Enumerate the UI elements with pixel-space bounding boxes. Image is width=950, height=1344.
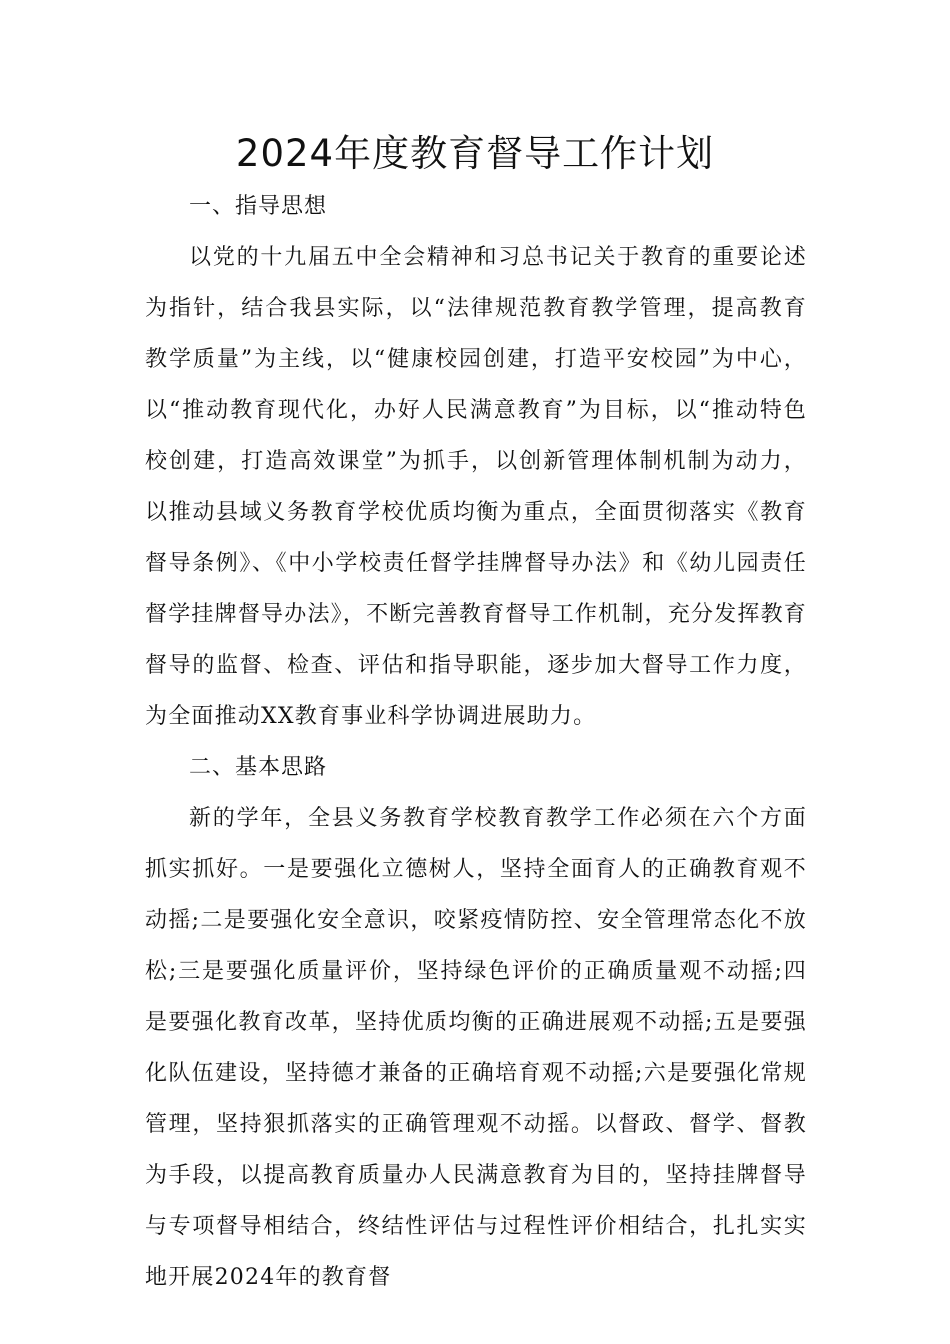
document-title: 2024年度教育督导工作计划: [235, 132, 715, 175]
section-paragraph-guiding-ideology: 以党的十九届五中全会精神和习总书记关于教育的重要论述为指针，结合我县实际，以“法律规范教育教学管理，提高教育教学质量”为主线，以“健康校园创建，打造平安校园”为中心，以“推动教育现代化，办好人民满意教育”为目标，以“推动特色校创建，打造高效课堂”为抓手，以创新管理体制机制为动力，以推动县域义务教育学校优质均衡为重点，全面贯彻落实《教育督导条例》、《中小学校责任督学挂牌督导办法》和《幼儿园责任督学挂牌督导办法》，不断完善教育督导工作机制，充分发挥教育督导的监督、检查、评估和指导职能，逐步加大督导工作力度，为全面推动XX教育事业科学协调进展助力。: [145, 245, 807, 729]
section-paragraph-basic-approach: 新的学年，全县义务教育学校教育教学工作必须在六个方面抓实抓好。一是要强化立德树人，坚持全面育人的正确教育观不动摇;二是要强化安全意识，咬紧疫情防控、安全管理常态化不放松;三是要强化质量评价，坚持绿色评价的正确质量观不动摇;四是要强化教育改革，坚持优质均衡的正确进展观不动摇;五是要强化队伍建设，坚持德才兼备的正确培育观不动摇;六是要强化常规管理，坚持狠抓落实的正确管理观不动摇。以督政、督学、督教为手段，以提高教育质量办人民满意教育为目的，坚持挂牌督导与专项督导相结合，终结性评估与过程性评价相结合，扎扎实实地开展2024年的教育督: [145, 806, 807, 1290]
document-body: [145, 181, 807, 1303]
section-heading-guiding-ideology: 一、指导思想: [189, 194, 328, 219]
section-heading-basic-approach: 二、基本思路: [189, 755, 328, 780]
